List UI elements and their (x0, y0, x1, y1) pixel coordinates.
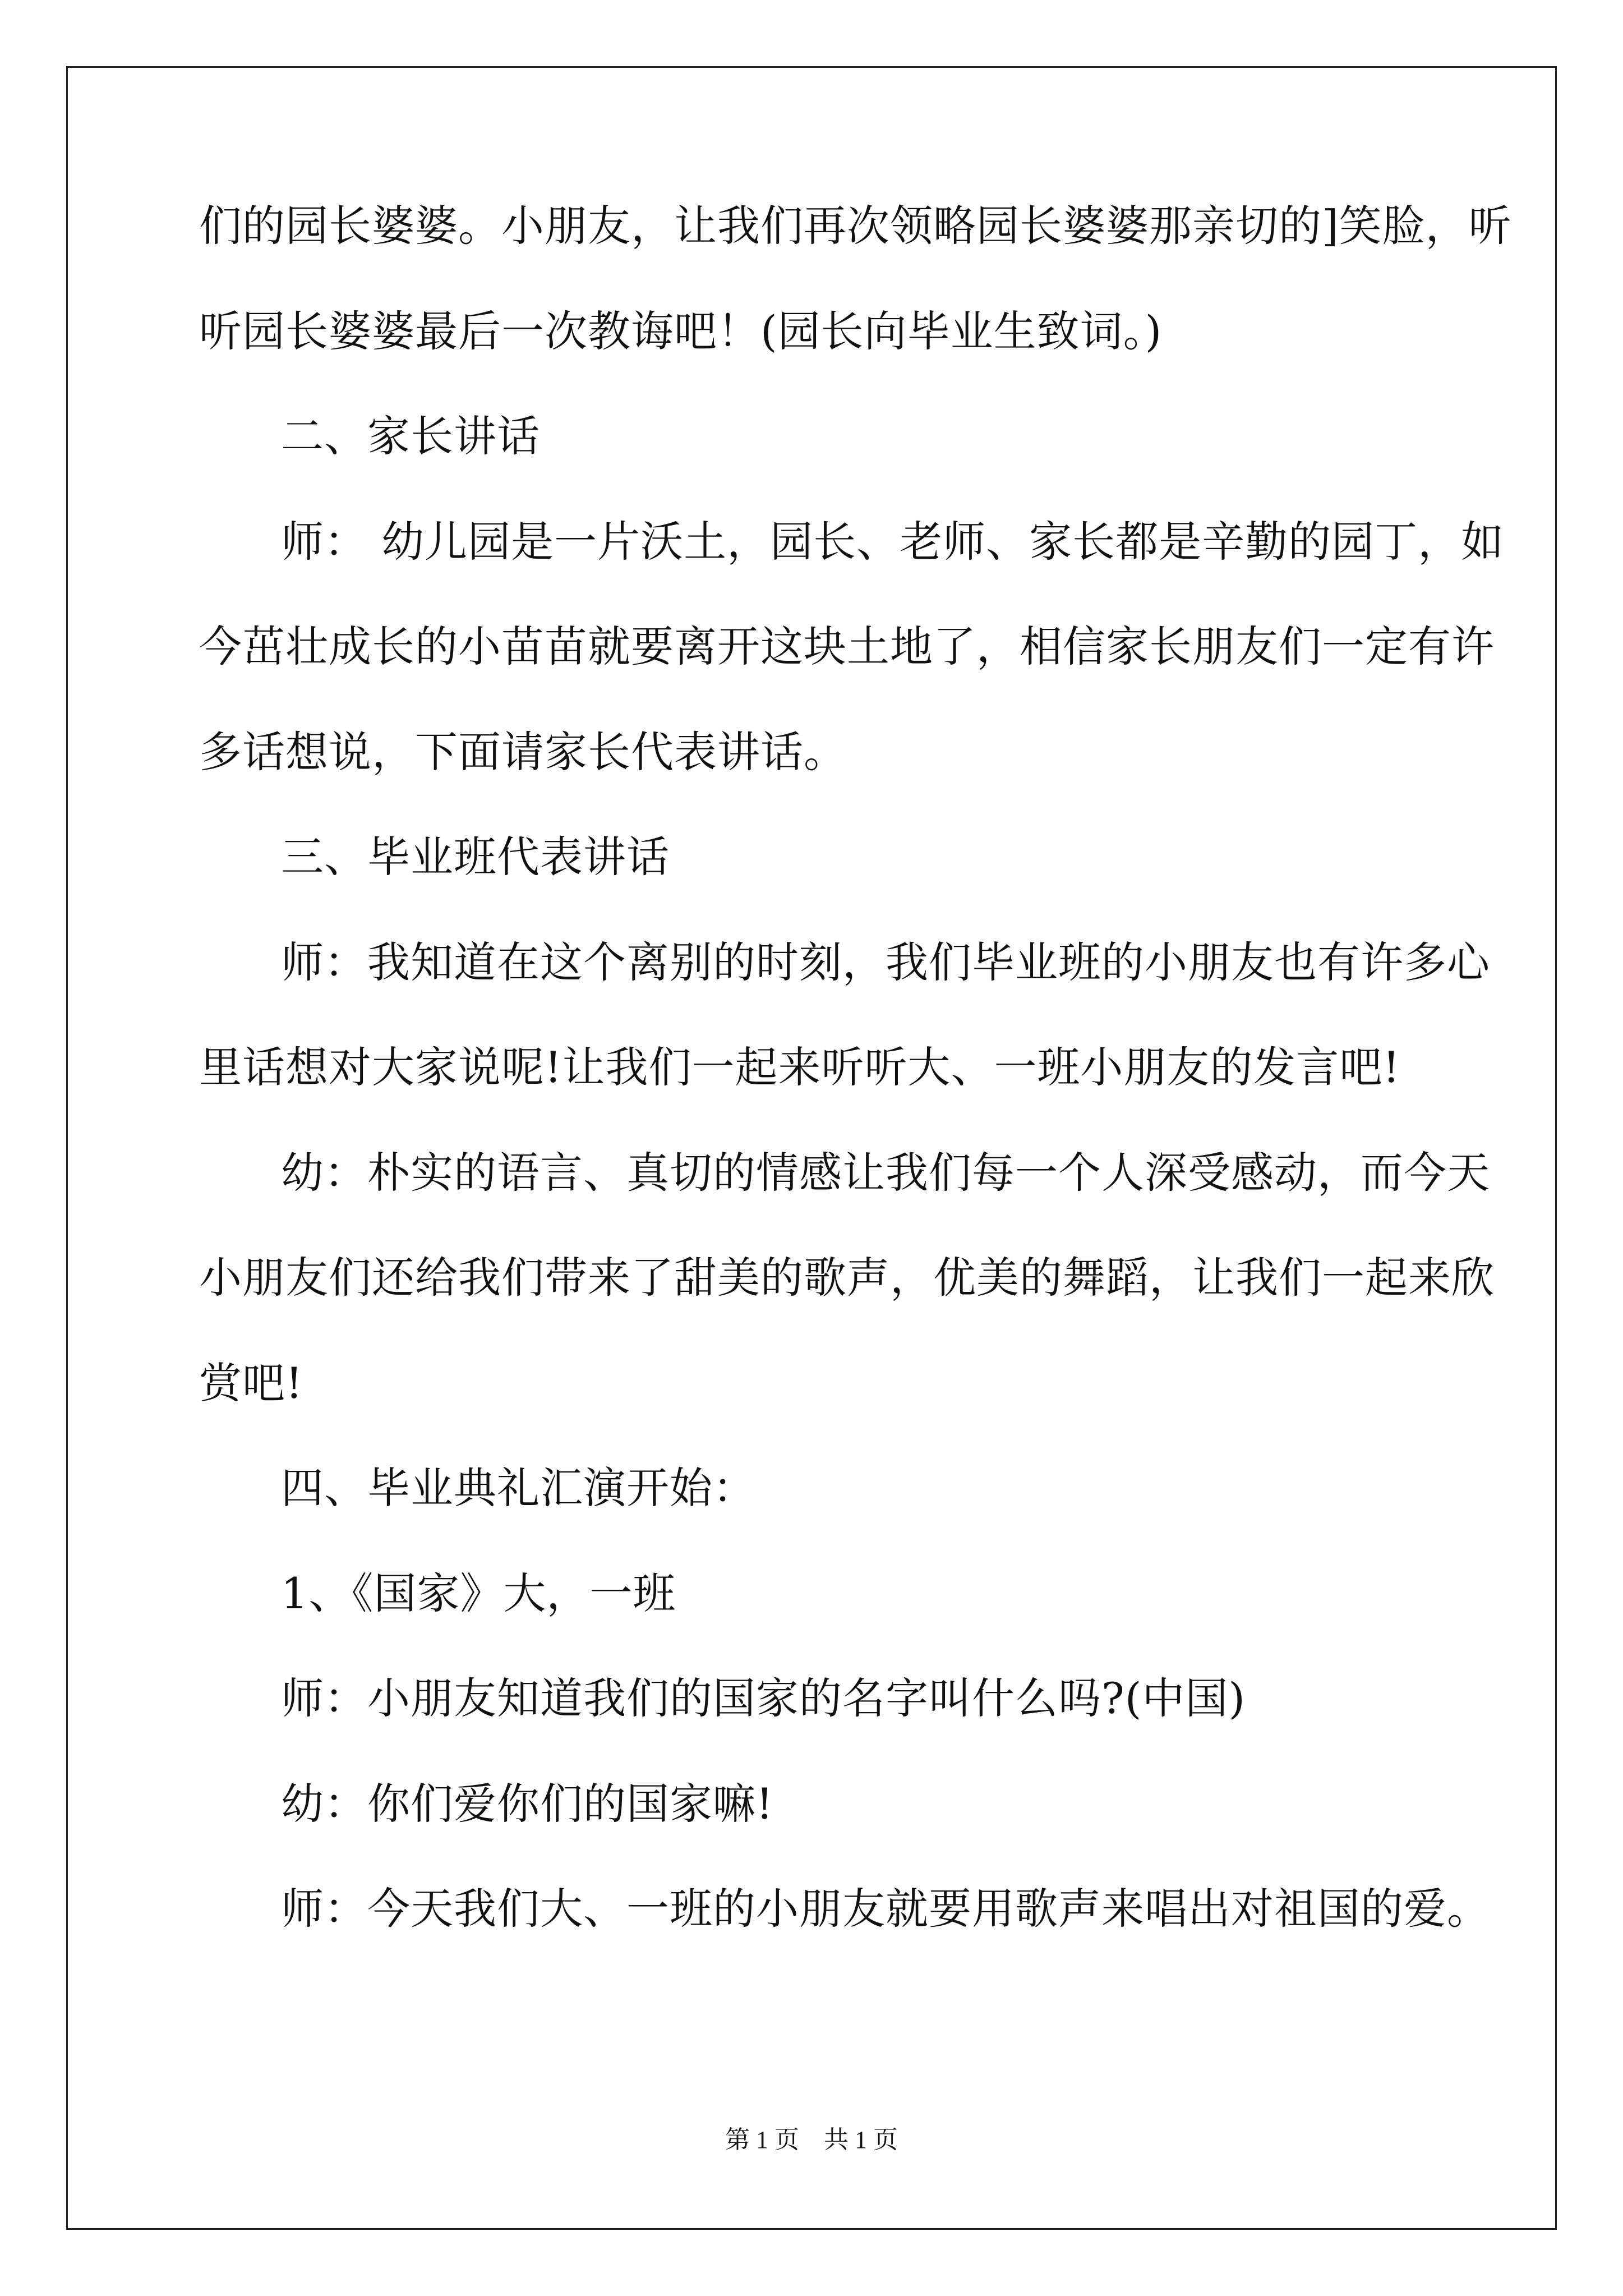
paragraph-line: 小朋友们还给我们带来了甜美的歌声，优美的舞蹈，让我们一起来欣 (199, 1253, 1495, 1303)
paragraph-line: 里话想对大家说呢!让我们一起来听听大、一班小朋友的发言吧! (199, 1042, 1401, 1092)
paragraph-line: 多话想说，下面请家长代表讲话。 (199, 726, 847, 777)
paragraph-line: 听园长婆婆最后一次教诲吧！(园长向毕业生致词。) (199, 306, 1163, 356)
paragraph-first-line: 三、毕业班代表讲话 (281, 832, 670, 882)
paragraph-first-line: 师： 幼儿园是一片沃土，园长、老师、家长都是辛勤的园丁，如 (281, 516, 1505, 567)
page-footer: 第 1 页 共 1 页 (725, 2126, 898, 2154)
paragraph-first-line: 师：小朋友知道我们的国家的名字叫什么吗?(中国) (281, 1673, 1246, 1723)
paragraph-line: 今茁壮成长的小苗苗就要离开这块土地了，相信家长朋友们一定有许 (199, 622, 1495, 671)
paragraph-first-line: 1、《国家》大，一班 (281, 1568, 676, 1618)
paragraph-line: 赏吧! (199, 1358, 303, 1408)
paragraph-line: 们的园长婆婆。小朋友，让我们再次领略园长婆婆那亲切的]笑脸，听 (199, 201, 1512, 251)
paragraph-first-line: 幼：朴实的语言、真切的情感让我们每一个人深受感动，而今天 (281, 1147, 1490, 1198)
paragraph-first-line: 师：我知道在这个离别的时刻，我们毕业班的小朋友也有许多心 (281, 937, 1490, 987)
paragraph-first-line: 师：今天我们大、一班的小朋友就要用歌声来唱出对祖国的爱。 (281, 1884, 1490, 1934)
paragraph-first-line: 四、毕业典礼汇演开始： (281, 1463, 756, 1513)
paragraph-first-line: 幼：你们爱你们的国家嘛! (281, 1778, 774, 1829)
paragraph-first-line: 二、家长讲话 (281, 411, 540, 461)
